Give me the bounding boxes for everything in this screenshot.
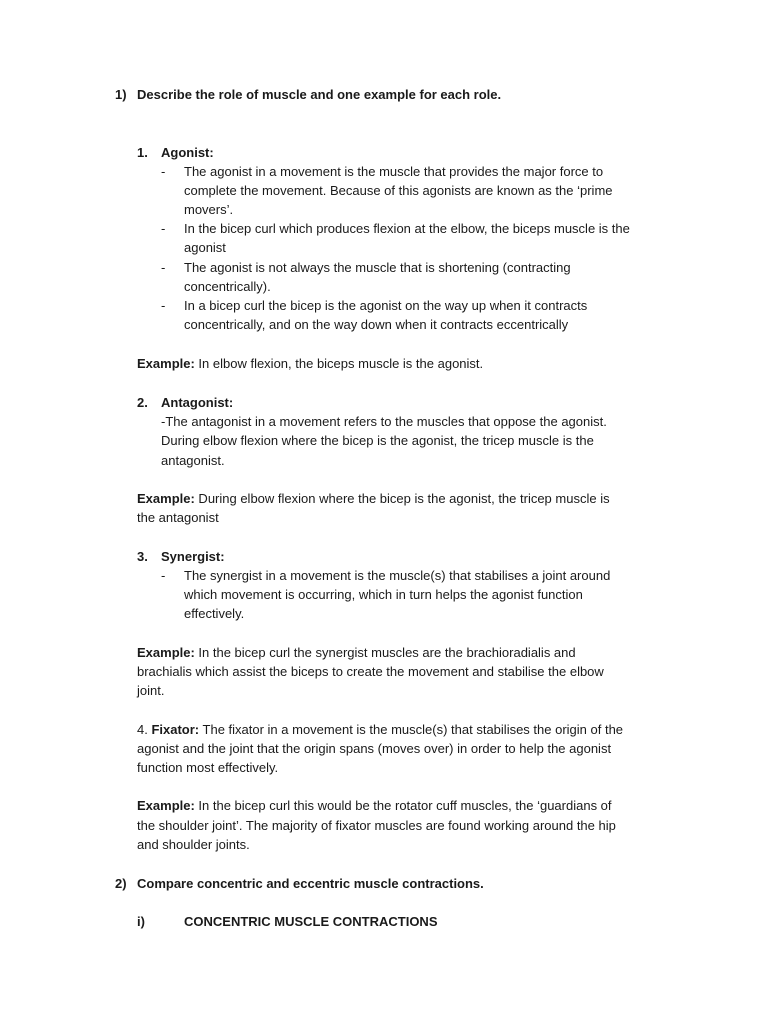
- bullet-line: effectively.: [184, 606, 245, 621]
- fixator-first-line: [137, 720, 623, 739]
- bullet-dash: -: [161, 298, 166, 313]
- bullet-dash: -: [161, 221, 166, 236]
- example-label: Example:: [137, 356, 195, 371]
- question-number: 2): [115, 876, 127, 891]
- example-text: In the bicep curl the synergist muscles are the brachioradialis and: [194, 645, 576, 660]
- list-number: 4.: [137, 722, 152, 737]
- section-title: Fixator:: [151, 722, 200, 737]
- example-text: In the bicep curl this would be the rotator cuff muscles, the ‘guardians of: [194, 798, 612, 813]
- section-title: Synergist:: [161, 549, 225, 564]
- example-label: Example:: [137, 798, 195, 813]
- bullet-line: complete the movement. Because of this agonists are known as the ‘prime: [184, 183, 613, 198]
- bullet-dash: -: [161, 164, 166, 179]
- bullet-line: The agonist in a movement is the muscle that provides the major force to: [184, 164, 604, 179]
- example-paragraph: [137, 354, 483, 373]
- bullet-line: movers’.: [184, 202, 234, 217]
- example-text: In elbow flexion, the biceps muscle is the agonist.: [194, 356, 484, 371]
- example-line: joint.: [137, 683, 165, 698]
- example-paragraph: [137, 796, 612, 815]
- body-line: During elbow flexion where the bicep is the agonist, the tricep muscle is the: [161, 433, 594, 448]
- example-paragraph: [137, 643, 576, 662]
- section-title: Agonist:: [161, 145, 214, 160]
- bullet-line: concentrically).: [184, 279, 271, 294]
- example-paragraph: [137, 489, 610, 508]
- example-line: the antagonist: [137, 510, 219, 525]
- subsection-number: i): [137, 914, 145, 929]
- list-number: 3.: [137, 549, 148, 564]
- body-line: antagonist.: [161, 453, 225, 468]
- subsection-title: CONCENTRIC MUSCLE CONTRACTIONS: [184, 914, 438, 929]
- bullet-dash: -: [161, 260, 166, 275]
- bullet-line: agonist: [184, 240, 226, 255]
- list-number: 1.: [137, 145, 148, 160]
- bullet-line: which movement is occurring, which in turn helps the agonist function: [184, 587, 583, 602]
- question-number: 1): [115, 87, 127, 102]
- question-title: Compare concentric and eccentric muscle contractions.: [137, 876, 484, 891]
- body-line: function most effectively.: [137, 760, 279, 775]
- body-line: -The antagonist in a movement refers to the muscles that oppose the agonist.: [161, 414, 607, 429]
- bullet-dash: -: [161, 568, 166, 583]
- example-label: Example:: [137, 645, 195, 660]
- bullet-line: concentrically, and on the way down when it contracts eccentrically: [184, 317, 569, 332]
- question-title: Describe the role of muscle and one example for each role.: [137, 87, 502, 102]
- example-text: During elbow flexion where the bicep is the agonist, the tricep muscle is: [194, 491, 610, 506]
- body-text: The fixator in a movement is the muscle(s) that stabilises the origin of the: [199, 722, 624, 737]
- bullet-line: The agonist is not always the muscle that is shortening (contracting: [184, 260, 571, 275]
- example-line: the shoulder joint’. The majority of fixator muscles are found working around the hip: [137, 818, 616, 833]
- example-label: Example:: [137, 491, 195, 506]
- bullet-line: In a bicep curl the bicep is the agonist on the way up when it contracts: [184, 298, 588, 313]
- bullet-line: In the bicep curl which produces flexion at the elbow, the biceps muscle is the: [184, 221, 630, 236]
- section-title: Antagonist:: [161, 395, 234, 410]
- example-line: and shoulder joints.: [137, 837, 250, 852]
- example-line: brachialis which assist the biceps to create the movement and stabilise the elbow: [137, 664, 604, 679]
- list-number: 2.: [137, 395, 148, 410]
- bullet-line: The synergist in a movement is the muscle(s) that stabilises a joint around: [184, 568, 611, 583]
- body-line: agonist and the joint that the origin spans (moves over) in order to help the agonist: [137, 741, 612, 756]
